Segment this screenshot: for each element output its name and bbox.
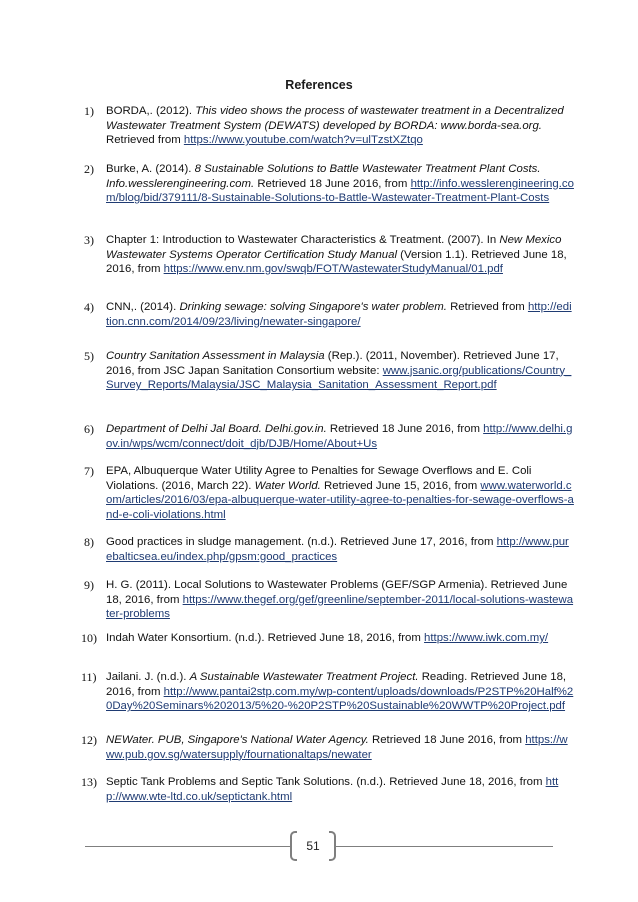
reference-segment: CNN,. (2014). [106,301,180,313]
reference-segment: Retrieved from [106,134,184,147]
reference-item [84,578,574,622]
reference-link[interactable]: http://www.purebalticsea.eu/index.php/gpsm:good_practices [106,536,569,563]
reference-text [106,465,574,521]
reference-number: 12) [81,733,97,747]
reference-number: 2) [84,162,94,176]
reference-title: Drinking sewage: solving Singapore's water problem. [179,301,447,313]
reference-segment: Retrieved from [446,301,528,313]
reference-number: 8) [84,535,94,549]
reference-segment: (Rep.). (2011, November). Retrieved June 17, 2016, from JSC Japan Sanitation Consortium website: [106,350,559,377]
reference-link[interactable]: http://edition.cnn.com/2014/09/23/living/newater-singapore/ [106,301,572,328]
reference-title: 8 Sustainable Solutions to Battle Wastewater Treatment Plant Costs. Info.wesslerengineering.com. [106,163,541,190]
reference-text [106,301,572,328]
footer-rule-left [85,846,291,847]
reference-item [84,422,574,451]
reference-link[interactable]: https://www.youtube.com/watch?v=ulTzstXZtqo [183,134,423,147]
reference-segment: EPA, Albuquerque Water Utility Agree to Penalties for Sewage Overflows and E. Coli Violations. (2016, March 22). [106,465,532,492]
reference-segment: H. G. (2011). Local Solutions to Wastewater Problems (GEF/SGP Armenia). Retrieved June 18, 2016, from [106,579,568,606]
reference-segment: Retrieved June 15, 2016, from [320,479,481,492]
reference-text [106,234,567,275]
reference-segment: Chapter 1: Introduction to Wastewater Characteristics & Treatment. (2007). In [106,234,500,246]
reference-segment: Indah Water Konsortium. (n.d.). Retrieved June 18, 2016, from [106,632,425,644]
reference-number: 1) [84,104,94,118]
page-footer [0,831,638,861]
reference-number: 9) [84,578,94,592]
page-title: References [285,78,353,92]
reference-text [106,350,571,391]
reference-number: 10) [81,631,97,645]
reference-link[interactable]: https://www.pub.gov.sg/watersupply/fournationaltaps/newater [106,734,568,761]
reference-link[interactable]: http://info.wesslerengineering.com/blog/bid/379111/8-Sustainable-Solutions-to-Battle-Wastewater-Treatment-Plant-Costs [106,177,574,205]
reference-number: 6) [84,422,94,436]
reference-segment: Reading. Retrieved June 18, 2016, from [106,671,567,698]
reference-link[interactable]: http://www.pantai2stp.com.my/wp-content/uploads/downloads/P2STP%20Half%20Day%20Seminars%202013/5%20-%20P2STP%20Sustainable%20WWTP%20Project.pdf [106,685,574,713]
reference-title: NEWater. PUB, Singapore's National Water Agency. [106,734,369,746]
reference-text [106,776,558,803]
reference-number: 4) [84,300,94,314]
reference-text [106,423,572,450]
reference-link[interactable]: http://www.delhi.gov.in/wps/wcm/connect/doit_djb/DJB/Home/About+Us [106,423,573,450]
reference-item [84,300,574,329]
reference-item [84,104,574,148]
reference-title: Country Sanitation Assessment in Malaysia [106,350,325,362]
footer-rule-right [335,846,553,847]
reference-number: 5) [84,349,94,363]
reference-title: Department of Delhi Jal Board. Delhi.gov.in. [106,423,327,435]
reference-link[interactable]: www.jsanic.org/publications/Country_Survey_Reports/Malaysia/JSC_Malaysia_Sanitation_Assessment_Report.pdf [106,364,572,392]
reference-item [84,349,574,393]
reference-title: A Sustainable Wastewater Treatment Project. [189,671,419,683]
footer-bracket-left [290,831,297,861]
reference-segment: (Version 1.1). Retrieved June 18, 2016, from [106,248,567,276]
reference-segment: Good practices in sludge management. (n.d.). Retrieved June 17, 2016, from [106,536,497,548]
reference-link[interactable]: http://www.wte-ltd.co.uk/septictank.html [106,776,559,803]
reference-link[interactable]: www.waterworld.com/articles/2016/03/epa-albuquerque-water-utility-agree-to-penalties-for-sewage-overflows-and-e-coli-violations.html [106,479,574,521]
reference-item [81,631,574,646]
reference-segment: Burke, A. (2014). [106,163,195,175]
reference-title: This video shows the process of wastewater treatment in a Decentralized Wastewater Treatment System (DEWATS) developed by BORDA: www.borda-sea.org. [106,105,564,132]
reference-item [84,233,574,277]
reference-text [106,536,569,563]
reference-text [106,105,564,146]
reference-number: 3) [84,233,94,247]
reference-number: 13) [81,775,97,789]
reference-segment: Retrieved 18 June 2016, from [368,734,526,746]
reference-number: 11) [81,670,97,684]
reference-link[interactable]: https://www.thegef.org/gef/greenline/september-2011/local-solutions-wastewater-problems [106,593,574,621]
reference-segment: Retrieved 18 June 2016, from [326,423,484,435]
reference-segment: BORDA,. (2012). [106,105,196,117]
reference-text [106,579,573,620]
reference-segment: Retrieved 18 June 2016, from [254,177,411,190]
reference-item [81,670,574,714]
reference-text [106,632,548,644]
reference-segment: Septic Tank Problems and Septic Tank Solutions. (n.d.). Retrieved June 18, 2016, from [106,776,546,788]
reference-item [84,162,574,206]
reference-segment: Jailani. J. (n.d.). [106,671,190,683]
reference-item [81,733,574,762]
reference-number: 7) [84,464,94,478]
reference-text [106,671,573,712]
reference-text [106,163,574,204]
reference-title: Water World. [254,479,321,492]
reference-item [84,464,574,522]
reference-item [84,535,574,564]
page-number: 51 [306,839,320,853]
reference-text [106,734,568,761]
reference-link[interactable]: https://www.iwk.com.my/ [424,632,549,644]
reference-link[interactable]: https://www.env.nm.gov/swqb/FOT/WastewaterStudyManual/01.pdf [163,263,503,276]
reference-title: New Mexico Wastewater Systems Operator Certification Study Manual [106,234,562,261]
reference-item [81,775,574,804]
